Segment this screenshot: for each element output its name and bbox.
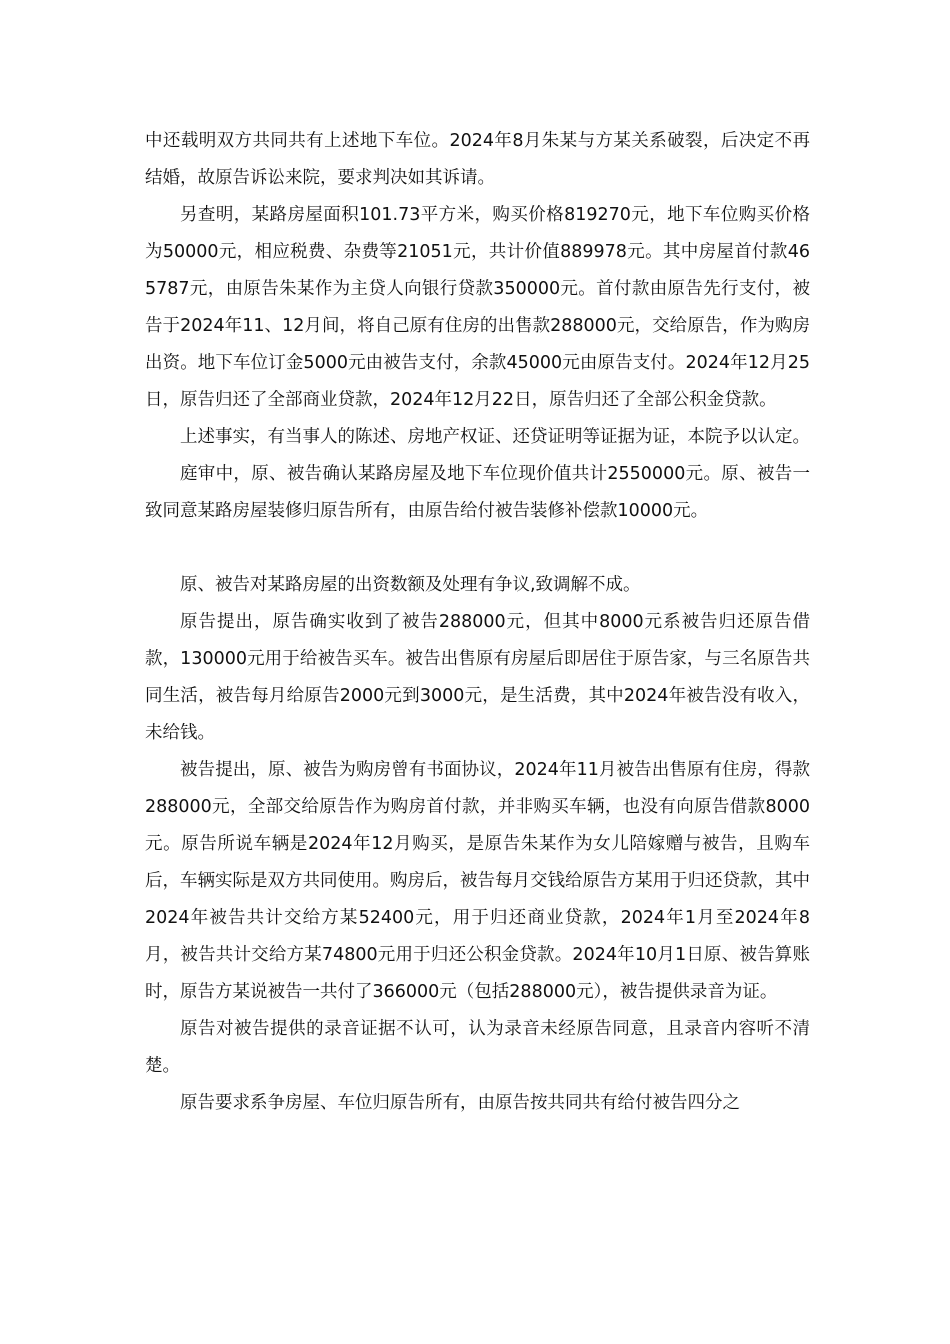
paragraph-further-findings: 另查明，某路房屋面积101.73平方米，购买价格819270元，地下车位购买价格为50000元，相应税费、杂费等21051元，共计价值889978元。其中房屋首付款465787元，由原告朱某作为主贷人向银行贷款350000元。首付款由原告先行支付，被告于2024年11、12月间，将自己原有住房的出售款288000元，交给原告，作为购房出资。地下车位订金5000元由被告支付，余款45000元由原告支付。2024年12月25日，原告归还了全部商业贷款，2024年12月22日，原告归还了全部公积金贷款。 [145,205,810,410]
paragraph-dispute: 原、被告对某路房屋的出资数额及处理有争议,致调解不成。 [180,575,641,595]
paragraph-defendant-claim: 被告提出，原、被告为购房曾有书面协议，2024年11月被告出售原有住房，得款288000元，全部交给原告作为购房首付款，并非购买车辆，也没有向原告借款8000元。原告所说车辆是2024年12月购买，是原告朱某作为女儿陪嫁赠与被告，且购车后，车辆实际是双方共同使用。购房后，被告每月交钱给原告方某用于归还贷款，其中2024年被告共计交给方某52400元，用于归还商业贷款，2024年1月至2024年8月，被告共计交给方某74800元用于归还公积金贷款。2024年10月1日原、被告算账时，原告方某说被告一共付了366000元（包括288000元），被告提供录音为证。 [145,760,810,1002]
paragraph-recording-objection: 原告对被告提供的录音证据不认可，认为录音未经原告同意，且录音内容听不清楚。 [145,1019,810,1076]
paragraph-trial-valuation: 庭审中，原、被告确认某路房屋及地下车位现价值共计2550000元。原、被告一致同意某路房屋装修归原告所有，由原告给付被告装修补偿款10000元。 [145,464,810,521]
paragraph-continuation: 中还载明双方共同共有上述地下车位。2024年8月朱某与方某关系破裂，后决定不再结婚，故原告诉讼来院，要求判决如其诉请。 [145,131,810,188]
paragraph-plaintiff-request: 原告要求系争房屋、车位归原告所有，由原告按共同共有给付被告四分之 [180,1093,740,1113]
paragraph-plaintiff-claim: 原告提出，原告确实收到了被告288000元，但其中8000元系被告归还原告借款，130000元用于给被告买车。被告出售原有房屋后即居住于原告家，与三名原告共同生活，被告每月给原告2000元到3000元，是生活费，其中2024年被告没有收入，未给钱。 [145,612,810,743]
paragraph-facts-confirmed: 上述事实，有当事人的陈述、房地产权证、还贷证明等证据为证，本院予以认定。 [180,427,810,447]
document-body [145,123,810,1122]
